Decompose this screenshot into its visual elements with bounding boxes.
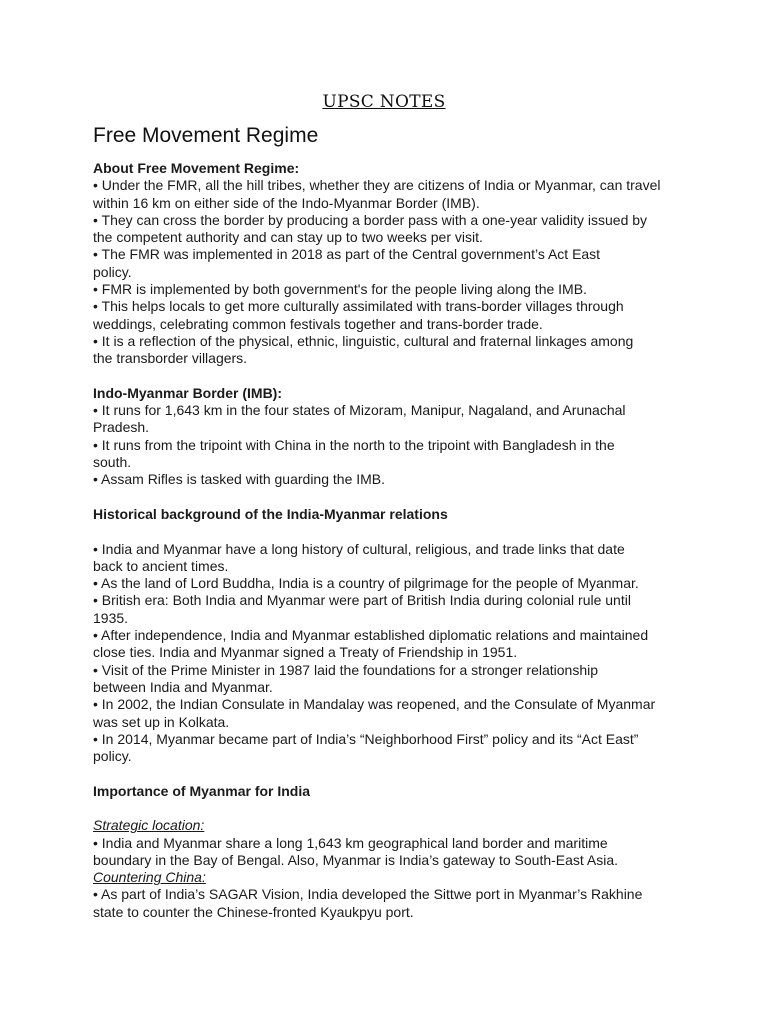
- body-text-line: boundary in the Bay of Bengal. Also, Myanmar is India’s gateway to South-East Asia.: [93, 851, 619, 868]
- body-text-line: 1935.: [93, 609, 129, 626]
- body-text-line: • India and Myanmar have a long history of cultural, religious, and trade links that date: [93, 540, 625, 557]
- body-text-line: • It runs for 1,643 km in the four states of Mizoram, Manipur, Nagaland, and Arunachal: [93, 402, 626, 419]
- paragraph-gap: [93, 765, 683, 782]
- body-text-line: • After independence, India and Myanmar established diplomatic relations and maintained: [93, 627, 649, 644]
- body-text-line: was set up in Kolkata.: [93, 713, 230, 730]
- body-text-line: policy.: [93, 263, 132, 280]
- body-text-line: • British era: Both India and Myanmar were part of British India during colonial rule until: [93, 592, 631, 609]
- body-text-line: the competent authority and can stay up to two weeks per visit.: [93, 229, 483, 246]
- body-text-line: weddings, celebrating common festivals together and trans-border trade.: [93, 315, 543, 332]
- body-text-line: • Visit of the Prime Minister in 1987 laid the foundations for a stronger relationship: [93, 661, 599, 678]
- body-text-line: • It runs from the tripoint with China in the north to the tripoint with Bangladesh in the: [93, 436, 615, 453]
- paragraph-gap: [93, 489, 683, 506]
- body-text-line: • As part of India’s SAGAR Vision, India developed the Sittwe port in Myanmar’s Rakhine: [93, 886, 643, 903]
- section-heading: Indo-Myanmar Border (IMB):: [93, 384, 282, 401]
- body-text-line: within 16 km on either side of the Indo-Myanmar Border (IMB).: [93, 194, 480, 211]
- subsection-heading: Strategic location:: [93, 817, 205, 834]
- paragraph-gap: [93, 368, 683, 385]
- body-text-line: between India and Myanmar.: [93, 678, 273, 695]
- body-text-line: • As the land of Lord Buddha, India is a country of pilgrimage for the people of Myanmar.: [93, 575, 639, 592]
- body-text-line: • FMR is implemented by both government's for the people living along the IMB.: [93, 281, 587, 298]
- body-text-line: • Under the FMR, all the hill tribes, whether they are citizens of India or Myanmar, can travel: [93, 177, 661, 194]
- page-header-title: UPSC NOTES: [322, 92, 446, 112]
- body-text-line: the transborder villagers.: [93, 350, 248, 367]
- body-text-line: close ties. India and Myanmar signed a Treaty of Friendship in 1951.: [93, 644, 518, 661]
- body-text-line: back to ancient times.: [93, 557, 229, 574]
- body-text-line: • In 2002, the Indian Consulate in Mandalay was reopened, and the Consulate of Myanmar: [93, 696, 656, 713]
- body-text-line: • In 2014, Myanmar became part of India’s “Neighborhood First” policy and its “Act East”: [93, 730, 639, 747]
- body-text-line: south.: [93, 454, 132, 471]
- body-text-line: • It is a reflection of the physical, ethnic, linguistic, cultural and fraternal linkages among: [93, 332, 634, 349]
- body-text-line: • They can cross the border by producing a border pass with a one-year validity issued by: [93, 211, 648, 228]
- body-text-line: Pradesh.: [93, 419, 150, 436]
- paragraph-gap: [93, 523, 683, 540]
- subsection-heading: Countering China:: [93, 869, 206, 886]
- document-body: [93, 160, 683, 921]
- section-heading: Importance of Myanmar for India: [93, 782, 311, 799]
- section-heading: About Free Movement Regime:: [93, 160, 300, 176]
- section-heading: Historical background of the India-Myanmar relations: [93, 505, 448, 522]
- body-text-line: • This helps locals to get more culturally assimilated with trans-border villages through: [93, 298, 624, 315]
- document-title: Free Movement Regime: [93, 124, 319, 147]
- body-text-line: • The FMR was implemented in 2018 as part of the Central government’s Act East: [93, 246, 601, 263]
- paragraph-gap: [93, 800, 683, 817]
- body-text-line: policy.: [93, 748, 132, 765]
- body-text-line: state to counter the Chinese-fronted Kyaukpyu port.: [93, 903, 414, 920]
- body-text-line: • Assam Rifles is tasked with guarding the IMB.: [93, 471, 386, 488]
- body-text-line: • India and Myanmar share a long 1,643 km geographical land border and maritime: [93, 834, 608, 851]
